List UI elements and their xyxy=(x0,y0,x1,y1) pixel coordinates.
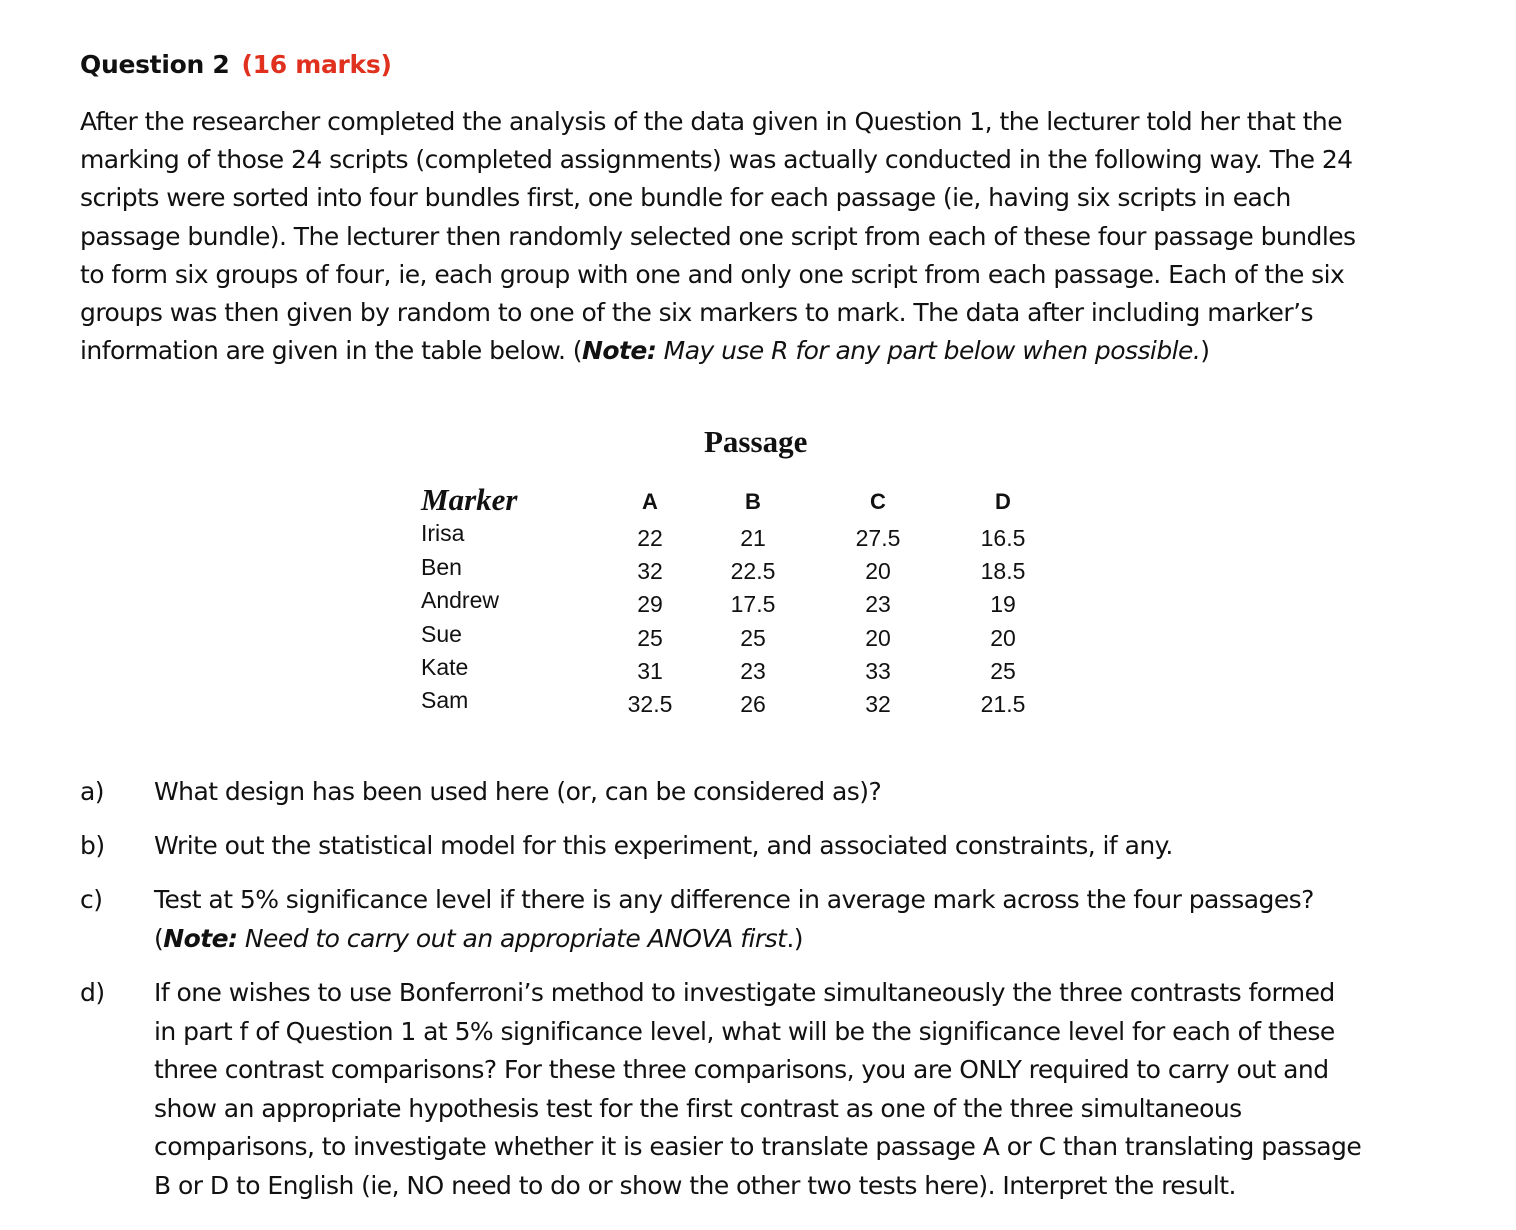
marker-name: Sue xyxy=(421,621,462,647)
intro-line: groups was then given by random to one of the six markers to mark. The data after including marker’s xyxy=(80,298,1313,328)
table-cell: 25 xyxy=(740,625,766,651)
part-c-line: Test at 5% significance level if there is any difference in average mark across the four passages? xyxy=(154,885,1314,914)
question-heading xyxy=(80,50,392,79)
intro-last-text: information are given in the table below. ( xyxy=(80,336,583,366)
table-cell: 16.5 xyxy=(980,525,1026,551)
intro-line: passage bundle). The lecturer then randomly selected one script from each of these four passage bundles xyxy=(80,221,1356,251)
table-cell: 18.5 xyxy=(980,558,1026,584)
intro-line xyxy=(80,332,1460,370)
table-cell: 19 xyxy=(990,591,1016,617)
part-b-text: Write out the statistical model for this experiment, and associated constraints, if any. xyxy=(154,831,1173,860)
table-cell: 20 xyxy=(990,625,1016,651)
marker-name: Andrew xyxy=(421,587,499,613)
note-label: Note: xyxy=(582,336,657,366)
column-header-a: A xyxy=(642,489,658,514)
column-header-d: D xyxy=(995,489,1011,514)
question-marks: (16 marks) xyxy=(241,50,392,79)
table-title: Passage xyxy=(704,424,808,459)
table-cell: 23 xyxy=(740,658,766,684)
table-cell: 25 xyxy=(990,658,1016,684)
intro-close-paren: ) xyxy=(1200,336,1210,366)
marker-name: Sam xyxy=(421,687,469,713)
part-c-note-label: Note: xyxy=(163,923,238,953)
part-d-text xyxy=(154,974,1444,1205)
part-c-note-text: Need to carry out an appropriate ANOVA first xyxy=(237,923,787,953)
part-b-label: b) xyxy=(80,831,105,860)
marker-name: Kate xyxy=(421,654,469,680)
part-c-line xyxy=(154,920,1444,959)
part-c-open-paren: ( xyxy=(154,923,164,953)
table-cell: 26 xyxy=(740,691,766,717)
table-cell: 21.5 xyxy=(980,691,1026,717)
table-cell: 27.5 xyxy=(855,525,901,551)
part-a-label: a) xyxy=(80,777,104,806)
part-a-text: What design has been used here (or, can be considered as)? xyxy=(154,777,882,806)
table-cell: 20 xyxy=(865,558,891,584)
part-d-line: comparisons, to investigate whether it is easier to translate passage A or C than translating passage xyxy=(154,1132,1362,1161)
table-cell: 21 xyxy=(740,525,766,551)
table-cell: 32 xyxy=(637,558,663,584)
question-title: Question 2 xyxy=(80,50,230,79)
table-cell: 20 xyxy=(865,625,891,651)
marker-name: Irisa xyxy=(421,520,465,546)
intro-line: After the researcher completed the analysis of the data given in Question 1, the lecturer told her that the xyxy=(80,107,1343,136)
note-text: May use R for any part below when possible. xyxy=(656,336,1201,366)
intro-line: marking of those 24 scripts (completed assignments) was actually conducted in the following way. The 24 xyxy=(80,145,1353,175)
table-cell: 32.5 xyxy=(627,691,673,717)
part-c-label: c) xyxy=(80,885,103,914)
table-cell: 17.5 xyxy=(730,591,776,617)
intro-paragraph xyxy=(80,103,1460,370)
column-header-b: B xyxy=(745,489,761,514)
table-cell: 22.5 xyxy=(730,558,776,584)
part-d-line: If one wishes to use Bonferroni’s method to investigate simultaneously the three contrasts formed xyxy=(154,978,1335,1007)
table-cell: 31 xyxy=(637,658,663,684)
part-d-line: show an appropriate hypothesis test for the first contrast as one of the three simultaneous xyxy=(154,1093,1242,1123)
column-header-c: C xyxy=(870,489,886,514)
table-cell: 29 xyxy=(637,591,663,617)
table-cell: 22 xyxy=(637,525,663,551)
intro-line: scripts were sorted into four bundles first, one bundle for each passage (ie, having six scripts in each xyxy=(80,183,1291,213)
marker-name: Ben xyxy=(421,554,462,580)
marker-column-header: Marker xyxy=(421,482,518,517)
part-d-line: in part f of Question 1 at 5% significance level, what will be the significance level for each of these xyxy=(154,1016,1335,1046)
part-d-line: B or D to English (ie, NO need to do or show the other two tests here). Interpret the result. xyxy=(154,1170,1236,1200)
intro-line: to form six groups of four, ie, each group with one and only one script from each passage. Each of the six xyxy=(80,259,1345,289)
part-c-close-paren: .) xyxy=(786,923,803,953)
part-d-line: three contrast comparisons? For these three comparisons, you are ONLY required to carry out and xyxy=(154,1055,1329,1084)
table-cell: 23 xyxy=(865,591,891,617)
part-c-text xyxy=(154,881,1444,958)
table-cell: 33 xyxy=(865,658,891,684)
table-cell: 25 xyxy=(637,625,663,651)
table-cell: 32 xyxy=(865,691,891,717)
part-d-label: d) xyxy=(80,978,105,1007)
